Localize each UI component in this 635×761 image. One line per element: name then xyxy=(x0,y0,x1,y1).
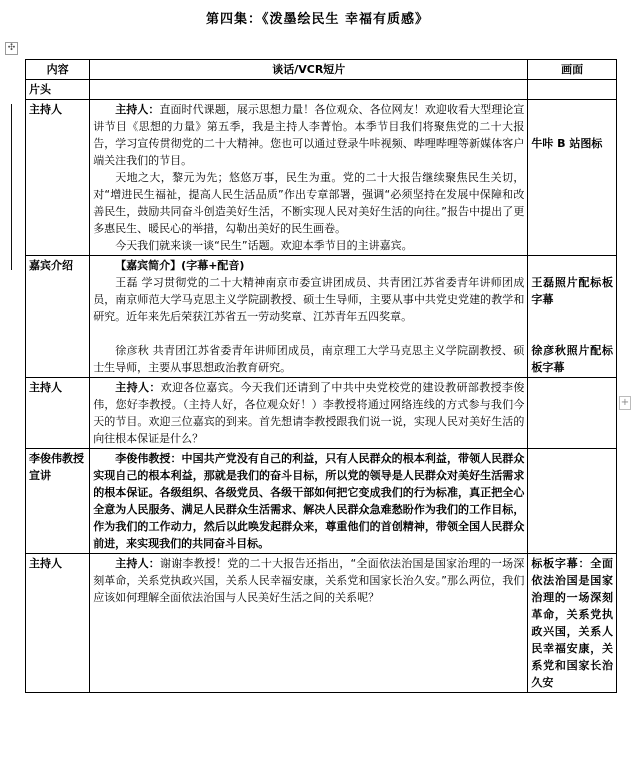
row-dialog xyxy=(90,378,528,449)
dialog-text: 徐彦秋 共青团江苏省委青年讲师团成员，南京理工大学马克思主义学院副教授、硕士生导师，主要从事思想政治教育研究。 xyxy=(93,344,525,374)
dialog-text: 欢迎各位嘉宾。今天我们还请到了中共中央党校党的建设教研部教授李俊伟，您好李教授。（主持人好，各位观众好！）李教授将通过网络连线的方式参与我们今天的节目。欢迎三位嘉宾的到来。首先想请李教授跟我们说一说，实现人民对美好生活的向往根本保证是什么？ xyxy=(93,381,525,445)
table-row xyxy=(26,378,617,449)
dialog-paragraph xyxy=(93,379,524,447)
dialog-paragraph xyxy=(93,101,524,169)
dialog-text: 今天我们就来谈一谈“民生”话题。欢迎本季节目的主讲嘉宾。 xyxy=(115,239,413,252)
row-dialog xyxy=(90,449,528,554)
row-dialog xyxy=(90,80,528,100)
speaker-label: 主持人： xyxy=(115,557,161,570)
table-row xyxy=(26,554,617,693)
table-move-handle-icon[interactable]: ✣ xyxy=(5,42,18,55)
dialog-paragraph xyxy=(93,237,524,254)
blank-line xyxy=(93,325,524,342)
row-visual xyxy=(528,378,617,449)
row-visual: 标板字幕：全面依法治国是国家治理的一场深刻革命，关系党执政兴国，关系人民幸福安康，关系党和国家长治久安 xyxy=(528,554,617,693)
visual-note: 王磊照片配标板字幕 xyxy=(531,276,613,306)
table-header-row xyxy=(26,60,617,80)
row-role: 主持人 xyxy=(26,100,90,256)
dialog-text: 天地之大，黎元为先；悠悠万事，民生为重。党的二十大报告继续聚焦民生关切，对“增进民生福祉，提高人民生活品质”作出专章部署，强调“必须坚持在发展中保障和改善民生，鼓励共同奋斗创造美好生活，不断实现人民对美好生活的向往。”报告中提出了更多惠民生、暖民心的举措，勾勒出美好的民生画卷。 xyxy=(93,171,525,235)
dialog-paragraph xyxy=(93,450,524,552)
table-row xyxy=(26,80,617,100)
row-role: 片头 xyxy=(26,80,90,100)
row-dialog xyxy=(90,554,528,693)
change-bar xyxy=(11,104,12,270)
header-content: 内容 xyxy=(26,60,90,80)
dialog-text: 谢谢李教授！党的二十大报告还指出，“全面依法治国是国家治理的一场深刻革命，关系党执政兴国，关系人民幸福安康，关系党和国家长治久安。”那么两位，我们应该如何理解全面依法治国与人民美好生活之间的关系呢？ xyxy=(93,557,525,604)
dialog-paragraph xyxy=(93,274,524,325)
table-row xyxy=(26,256,617,378)
add-column-icon[interactable]: + xyxy=(620,397,630,408)
dialog-text: 【嘉宾简介】(字幕+配音) xyxy=(115,259,245,272)
row-role: 嘉宾介绍 xyxy=(26,256,90,378)
row-role: 主持人 xyxy=(26,378,90,449)
row-visual xyxy=(528,449,617,554)
header-dialog: 谈话/VCR短片 xyxy=(90,60,528,80)
dialog-text: 中国共产党没有自己的利益，只有人民群众的根本利益，带领人民群众实现自己的根本利益，那就是我们的奋斗目标，所以党的领导是人民群众对美好生活需求的根本保证。各级组织、各级党员、各级干部如何把它变成我们的行为标准，真正把全心全意为人民服务、满足人民群众生活需求、解决人民群众急难愁盼作为我们的工作目标，作为我们的工作动力，然后以此唤发起群众来，尊重他们的首创精神，带领全国人民群众前进，来实现我们的共同奋斗目标。 xyxy=(93,452,525,550)
speaker-label: 主持人： xyxy=(115,381,161,394)
dialog-text: 直面时代课题，展示思想力量！各位观众、各位网友！欢迎收看大型理论宣讲节目《思想的力量》第五季，我是主持人李菁怡。本季节目我们将聚焦党的二十大报告，学习宣传贯彻党的二十大精神。您也可以通过登录牛咔视频、哔哩哔哩等新媒体客户端关注我们的节目。 xyxy=(93,103,525,167)
dialog-paragraph xyxy=(93,342,524,376)
script-table xyxy=(25,59,617,693)
document-title: 第四集：《泼墨绘民生 幸福有质感》 xyxy=(205,12,430,27)
dialog-paragraph xyxy=(93,555,524,606)
speaker-label: 主持人： xyxy=(115,103,160,116)
row-role: 主持人 xyxy=(26,554,90,693)
row-visual xyxy=(528,80,617,100)
dialog-paragraph xyxy=(93,257,524,274)
dialog-text: 王磊 学习贯彻党的二十大精神南京市委宣讲团成员、共青团江苏省委青年讲师团成员，南京师范大学马克思主义学院副教授、硕士生导师，主要从事中共党史党建的教学和研究。近年来先后荣获江苏省五一劳动奖章、江苏青年五四奖章。 xyxy=(93,276,525,323)
dialog-paragraph xyxy=(93,169,524,237)
row-role: 李俊伟教授宣讲 xyxy=(26,449,90,554)
row-dialog xyxy=(90,100,528,256)
header-visual: 画面 xyxy=(528,60,617,80)
row-visual: 牛咔 B 站图标 xyxy=(528,100,617,256)
row-visual xyxy=(528,256,617,378)
speaker-label: 李俊伟教授： xyxy=(115,452,182,465)
table-row xyxy=(26,449,617,554)
table-row xyxy=(26,100,617,256)
row-dialog xyxy=(90,256,528,378)
visual-note: 徐彦秋照片配标板字幕 xyxy=(531,344,613,374)
